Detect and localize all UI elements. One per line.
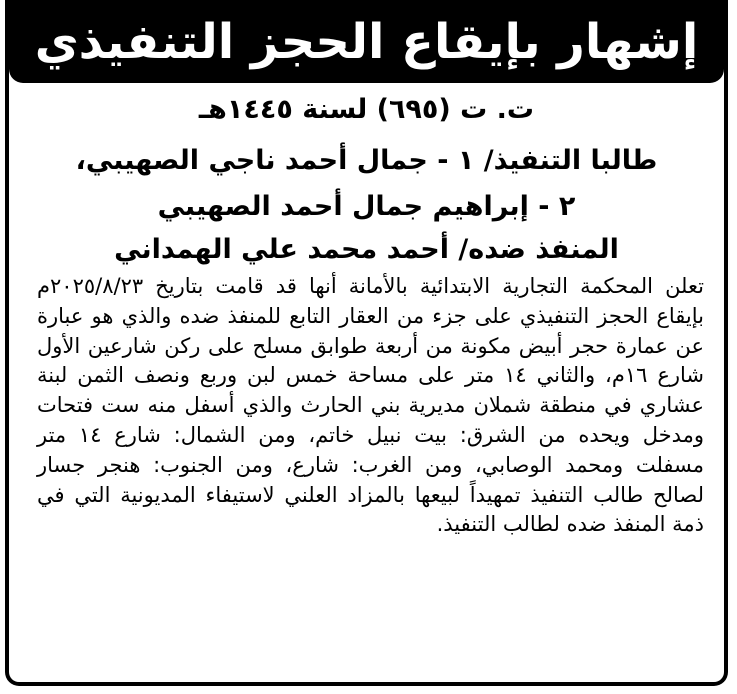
- defendant-line: المنفذ ضده/ أحمد محمد علي الهمداني: [114, 234, 619, 265]
- title-banner: [9, 0, 724, 83]
- notice-body-text: تعلن المحكمة التجارية الابتدائية بالأمانة أنها قد قامت بتاريخ ٢٠٢٥/٨/٢٣م بإيقاع الحجز التنفيذي على جزء من العقار التابع للمنفذ ضده والذي هو عبارة عن عمارة حجر أبيض مكونة من أربعة طوابق مسلح على ركن شارعين الأول شارع ١٦م، والثاني ١٤ متر على مساحة خمس لبن وربع ونصف الثمن لبنة عشاري في منطقة شملان مديرية بني الحارث والذي أسفل منه ست فتحات ومدخل ويحده من الشرق: بيت نبيل خاتم، ومن الشمال: شارع ١٤ متر مسفلت ومحمد الوصابي، ومن الغرب: شارع، ومن الجنوب: هنجر جسار لصالح طالب التنفيذ تمهيداً لبيعها بالمزاد العلني لاستيفاء المديونية التي في ذمة المنفذ ضده لطالب التنفيذ.: [37, 274, 704, 537]
- notice-title: إشهار بإيقاع الحجز التنفيذي: [34, 13, 699, 70]
- applicants-line-1: طالبا التنفيذ/ ١ - جمال أحمد ناجي الصهيبي،: [75, 145, 658, 176]
- case-number: ت. ت (٦٩٥) لسنة ١٤٤٥هـ: [198, 94, 535, 125]
- applicants-line-2: ٢ - إبراهيم جمال أحمد الصهيبي: [157, 191, 576, 222]
- notice-body: [37, 272, 704, 540]
- notice-frame: [5, 0, 728, 686]
